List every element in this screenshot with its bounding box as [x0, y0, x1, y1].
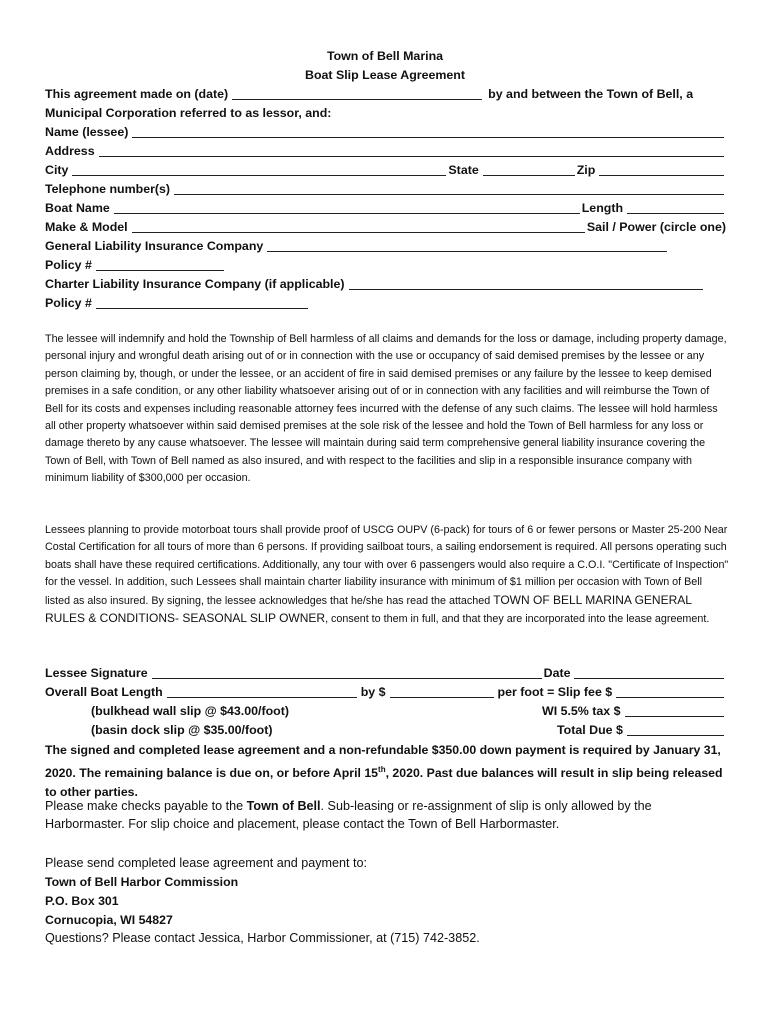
address-label: Address — [45, 144, 95, 158]
charter-insurance-field[interactable] — [349, 277, 703, 290]
city-field[interactable] — [72, 163, 446, 176]
boat-name-row — [45, 200, 726, 216]
charter-insurance-label: Charter Liability Insurance Company (if applicable) — [45, 277, 345, 291]
total-field[interactable] — [627, 723, 724, 736]
policy-field-1[interactable] — [96, 258, 224, 271]
send-to-text: Please send completed lease agreement and payment to: — [45, 856, 368, 870]
policy-row-2 — [45, 295, 726, 311]
telephone-row — [45, 181, 726, 197]
make-model-label: Make & Model — [45, 220, 128, 234]
boat-name-field[interactable] — [114, 201, 580, 214]
telephone-field[interactable] — [174, 182, 724, 195]
document-title: Town of Bell Marina — [326, 49, 444, 63]
signature-date-field[interactable] — [574, 666, 724, 679]
tax-field[interactable] — [625, 704, 724, 717]
address-row — [45, 143, 726, 159]
tours-end-text: , consent to them in full, and that they are incorporated into the lease agreement. — [325, 613, 710, 626]
indemnify-paragraph: The lessee will indemnify and hold the Township of Bell harmless of all claims and demands for the loss or damage, including property damage, personal injury and wrongful death arising out of or in connection with the use or occupancy of said demised premises by the lessee or any person claiming by, though, or under the lessee, or an accident of fire in said demised premises or any failure by the lessee to keep demised premises in a safe condition, or any other liability whatsoever arising out of or in connection with any facilities and will reimburse the Town of Bell for its costs and expenses including reasonable attorney fees incurred with the defense of any such claims. The lessee will hold harmless all other property whatsoever within said demised premises at the sole risk of the lessee and hold the Town of Bell harmless for any loss or damage thereto by any cause whatsoever. The lessee will maintain during said term comprehensive general liability insurance covering the Town of Bell, with Town of Bell named as also insured, and with respect to the facilities and slip in a responsible insurance company with minimum liability of $300,000 per occasion. — [45, 333, 727, 485]
policy-label-2: Policy # — [45, 296, 92, 310]
basin-row — [45, 722, 726, 738]
overall-length-field[interactable] — [167, 685, 357, 698]
bulkhead-row — [45, 703, 726, 719]
overall-length-row — [45, 684, 726, 700]
address-field[interactable] — [99, 144, 724, 157]
tours-paragraph — [45, 522, 729, 628]
name-label: Name (lessee) — [45, 125, 129, 139]
municipal-text: Municipal Corporation referred to as lessor, and: — [45, 106, 332, 120]
checks-payee: Town of Bell — [246, 799, 321, 813]
bulkhead-label: (bulkhead wall slip @ $43.00/foot) — [91, 704, 289, 718]
per-foot-label: per foot = Slip fee $ — [497, 685, 613, 699]
checks-text-2: . Sub-leasing or re-assignment of slip is only allowed by the Harbormaster. For slip choice and placement, please contact the Town of Bell Harbormaster. — [45, 799, 652, 831]
contact-city-line: Cornucopia, WI 54827 — [45, 913, 173, 927]
charter-insurance-row — [45, 276, 726, 292]
gl-insurance-row — [45, 238, 726, 254]
document-subtitle: Boat Slip Lease Agreement — [305, 68, 465, 82]
tax-label: WI 5.5% tax $ — [542, 704, 621, 718]
contact-questions: Questions? Please contact Jessica, Harbor Commissioner, at (715) 742-3852. — [45, 931, 480, 945]
tours-rules-text: TOWN OF BELL MARINA GENERAL RULES & CONDITIONS- SEASONAL SLIP OWNER — [45, 592, 692, 626]
total-label: Total Due $ — [557, 723, 623, 737]
zip-label: Zip — [576, 163, 596, 177]
signature-label: Lessee Signature — [45, 666, 148, 680]
policy-field-2[interactable] — [96, 296, 308, 309]
agreement-date-field[interactable] — [232, 87, 482, 100]
municipal-row — [45, 105, 726, 121]
policy-row-1 — [45, 257, 726, 273]
basin-label: (basin dock slip @ $35.00/foot) — [91, 723, 273, 737]
city-row — [45, 162, 726, 178]
payment-notice-text-2: , 2020. Past due balances will result in slip being released to other parties. — [45, 766, 723, 800]
name-field[interactable] — [132, 125, 724, 138]
agreement-date-row — [45, 86, 726, 102]
signature-row — [45, 665, 726, 681]
payment-notice-sup: th — [378, 765, 386, 774]
telephone-label: Telephone number(s) — [45, 182, 171, 196]
checks-paragraph — [45, 797, 729, 833]
overall-length-label: Overall Boat Length — [45, 685, 163, 699]
boat-name-label: Boat Name — [45, 201, 110, 215]
checks-text-1: Please make checks payable to the — [45, 799, 247, 813]
gl-insurance-label: General Liability Insurance Company — [45, 239, 264, 253]
city-label: City — [45, 163, 69, 177]
per-foot-rate-field[interactable] — [390, 685, 494, 698]
date-label: Date — [543, 666, 571, 680]
contact-po-box: P.O. Box 301 — [45, 894, 119, 908]
between-text: by and between the Town of Bell, a — [488, 87, 694, 101]
state-field[interactable] — [483, 163, 575, 176]
sail-power-label[interactable]: Sail / Power (circle one) — [586, 220, 726, 234]
agreement-date-label: This agreement made on (date) — [45, 87, 229, 101]
by-label: by $ — [360, 685, 386, 699]
make-model-row — [45, 219, 726, 235]
slip-fee-field[interactable] — [616, 685, 724, 698]
policy-label-1: Policy # — [45, 258, 92, 272]
length-label: Length — [581, 201, 624, 215]
gl-insurance-field[interactable] — [267, 239, 667, 252]
name-row — [45, 124, 726, 140]
payment-notice-text-1: The signed and completed lease agreement and a non-refundable $350.00 down payment is required by January 31, 2020. The remaining balance is due on, or before April 15 — [45, 743, 721, 781]
zip-field[interactable] — [599, 163, 724, 176]
state-label: State — [448, 163, 479, 177]
tours-text: Lessees planning to provide motorboat tours shall provide proof of USCG OUPV (6-pack) for tours of 6 or fewer persons or Master 25-200 Near Costal Certification for all tours of more than 6 persons. If providing sailboat tours, a sailing endorsement is required. All persons operating such boats shall have these required certifications. Additionally, any tour with over 6 passengers would also require a C.O.I. "Certificate of Inspection" for the vessel. In addition, such Lessees shall maintain charter liability insurance with minimum of $1 million per occasion with Town of Bell listed as also insured. By signing, the lessee acknowledges that he/she has read the attached — [45, 524, 729, 607]
signature-field[interactable] — [152, 666, 542, 679]
payment-notice — [45, 741, 729, 802]
make-model-field[interactable] — [132, 220, 585, 233]
contact-org: Town of Bell Harbor Commission — [45, 875, 239, 889]
length-field[interactable] — [627, 201, 724, 214]
